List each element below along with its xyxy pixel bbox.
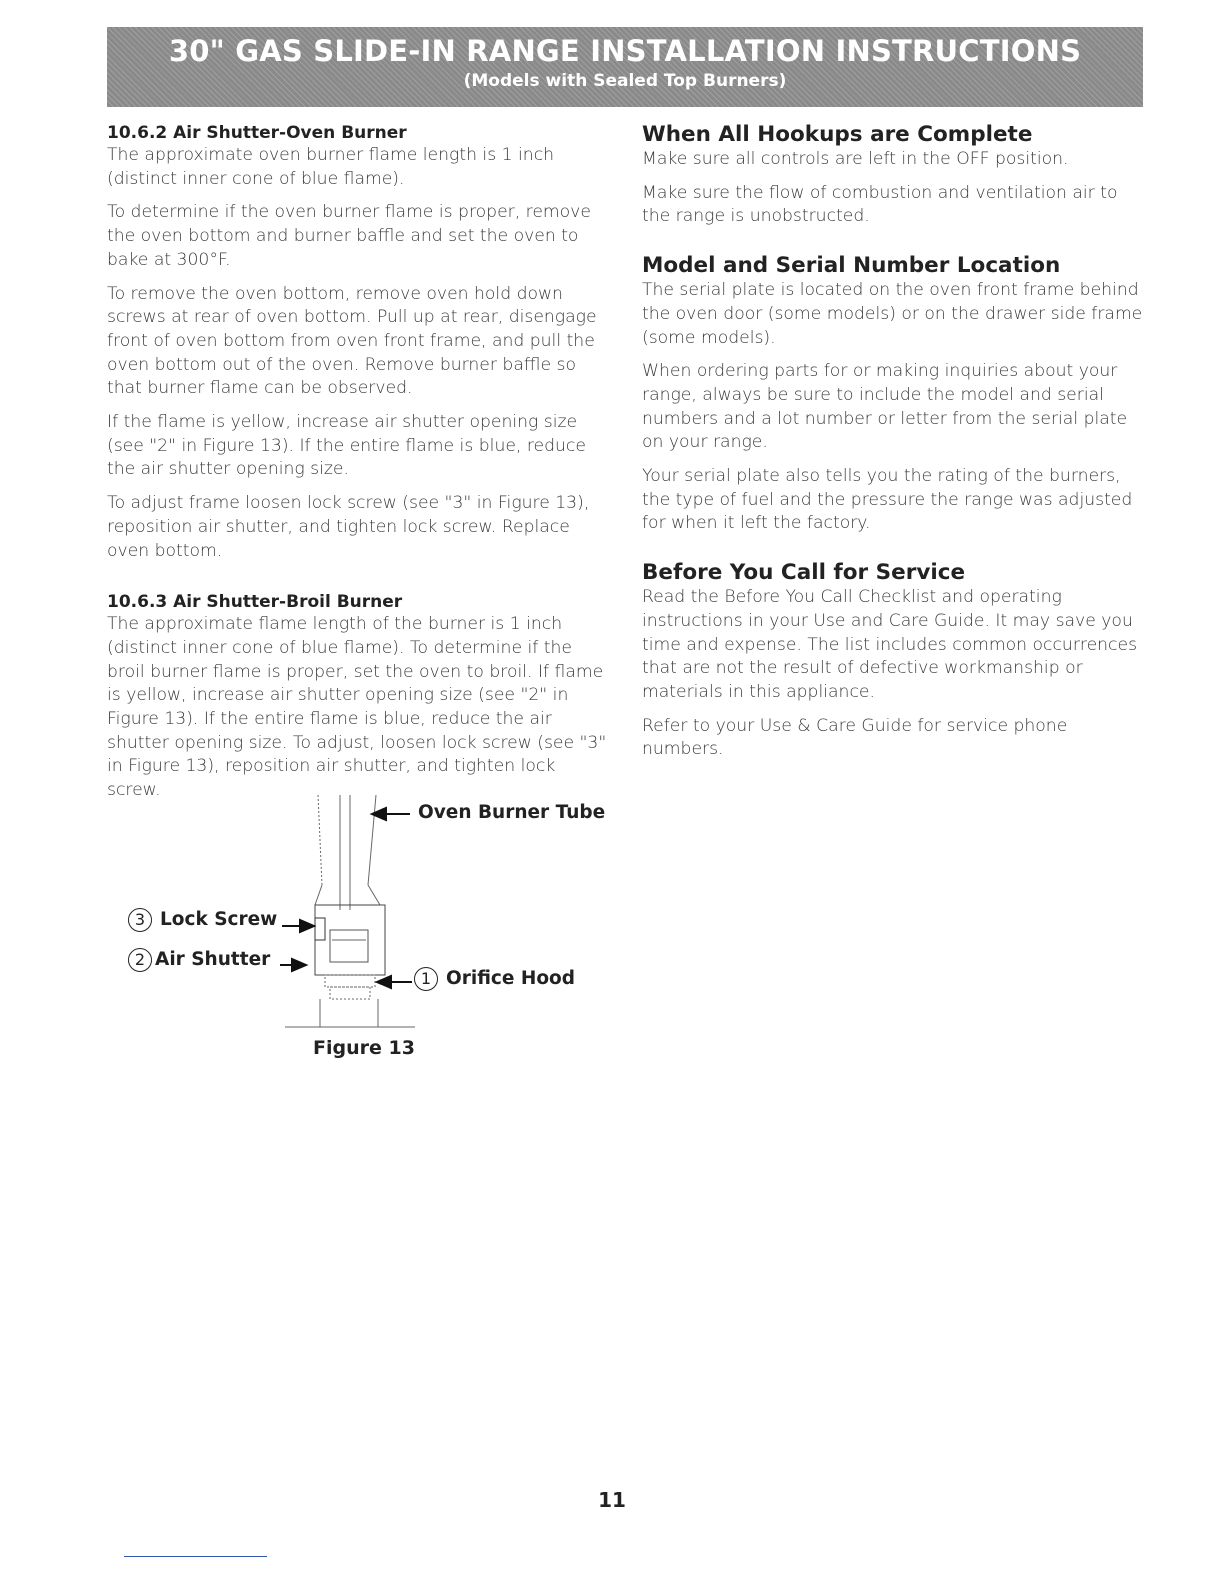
paragraph: Read the Before You Call Checklist and operating instructions in your Use and Care Guide. It may save you time and expense. The list includes common occurrences that are not the result of defective workmanship or materials in this appliance. [642, 587, 1138, 702]
section-heading-serial-location: Model and Serial Number Location [642, 253, 1061, 279]
paragraph: The approximate flame length of the burner is 1 inch (distinct inner cone of blue flame). To determine if the broil burner flame is proper, set the oven to broil. If flame is yellow, increase air shutter opening size (see "2" in Figure 13). If the entire flame is blue, reduce the air shutter opening size. To adjust, loosen lock screw (see "3" in Figure 13), reposition air shutter, and tighten lock screw. [107, 614, 607, 801]
label-orifice-hood-text: Orifice Hood [446, 968, 576, 989]
callout-number-1: 1 [414, 967, 438, 991]
section-heading-oven-burner: 10.6.2 Air Shutter-Oven Burner [107, 123, 407, 143]
paragraph: To adjust frame loosen lock screw (see "3" in Figure 13), reposition air shutter, and tighten lock screw. Replace oven bottom. [107, 493, 590, 561]
paragraph: Make sure the flow of combustion and ventilation air to the range is unobstructed. [642, 182, 1118, 227]
section-heading-hookups: When All Hookups are Complete [642, 122, 1033, 147]
paragraph: The approximate oven burner flame length is 1 inch (distinct inner cone of blue flame). [107, 145, 555, 189]
page-number: 11 [598, 1488, 626, 1512]
callout-number-3: 3 [128, 908, 152, 932]
paragraph: Your serial plate also tells you the rating of the burners, the type of fuel and the pressure the range was adjusted for when it left the factory. [642, 466, 1133, 534]
document-subtitle: (Models with Sealed Top Burners) [463, 71, 787, 91]
figure-caption: Figure 13 [313, 1037, 415, 1059]
label-orifice-hood [414, 967, 575, 991]
paragraph: When ordering parts for or making inquiries about your range, always be sure to include the model and serial numbers and a lot number or letter from the serial plate on your range. [642, 361, 1128, 453]
paragraph: To determine if the oven burner flame is proper, remove the oven bottom and burner baffle and set the oven to bake at 300°F. [107, 202, 591, 270]
paragraph: The serial plate is located on the oven front frame behind the oven door (some models) or on the drawer side frame (some models). [642, 280, 1143, 348]
label-lock-screw [128, 908, 277, 932]
label-oven-burner-tube: Oven Burner Tube [418, 802, 606, 823]
label-lock-screw-text: Lock Screw [160, 909, 278, 930]
right-column [642, 122, 1147, 772]
document-title: 30" GAS SLIDE-IN RANGE INSTALLATION INSTRUCTIONS [168, 34, 1082, 68]
paragraph: To remove the oven bottom, remove oven hold down screws at rear of oven bottom. Pull up at rear, disengage front of oven bottom from oven front frame, and pull the oven bottom out of the oven. Remove burner baffle so that burner flame can be observed. [107, 283, 597, 399]
label-air-shutter-text: Air Shutter [155, 949, 271, 970]
paragraph: Make sure all controls are left in the OFF position. [642, 149, 1069, 169]
paragraph: If the flame is yellow, increase air shutter opening size (see "2" in Figure 13). If the entire flame is blue, reduce the air shutter opening size. [107, 412, 586, 480]
footer-rule [124, 1556, 267, 1557]
callout-number-2: 2 [128, 948, 152, 972]
paragraph: Refer to your Use & Care Guide for service phone numbers. [642, 715, 1068, 760]
figure-13-diagram [110, 790, 610, 1070]
header-banner [107, 27, 1143, 107]
section-heading-broil-burner: 10.6.3 Air Shutter-Broil Burner [107, 592, 403, 613]
label-air-shutter [128, 948, 270, 972]
section-heading-before-service: Before You Call for Service [642, 560, 966, 586]
left-column [107, 122, 612, 813]
